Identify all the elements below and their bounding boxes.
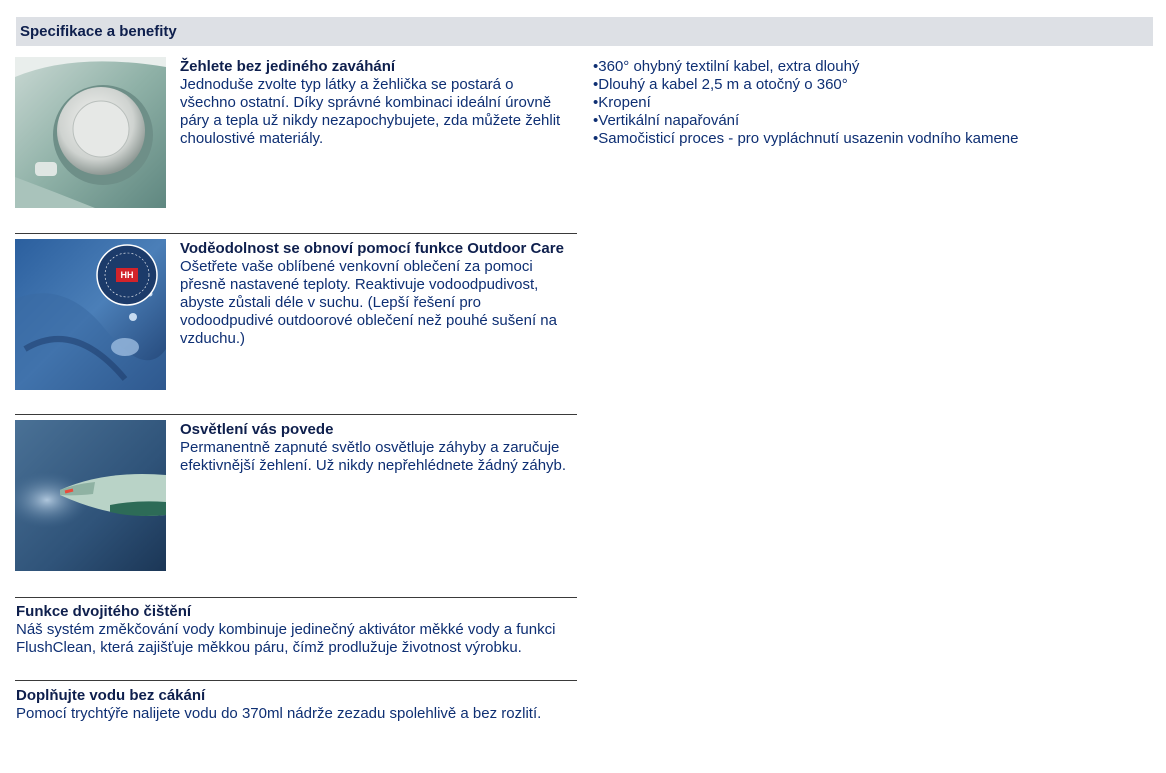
extra-body: Náš systém změkčování vody kombinuje jedinečný aktivátor měkké vody a funkci FlushClean, která zajišťuje měkkou páru, čímž prodlužuje životnost výrobku.: [16, 621, 556, 656]
spec-item: • 360° ohybný textilní kabel, extra dlouhý: [593, 58, 1133, 76]
extra-title: Funkce dvojitého čištění: [16, 603, 192, 620]
spec-item: • Kropení: [593, 94, 1133, 112]
feature-text: [180, 421, 570, 475]
feature-title: Voděodolnost se obnoví pomocí funkce Outdoor Care: [180, 240, 564, 257]
spec-list: [593, 58, 1133, 148]
feature-title: Osvětlení vás povede: [180, 421, 334, 438]
feature-text: [180, 240, 570, 348]
section-title: Specifikace a benefity: [20, 23, 177, 40]
feature-text: [180, 58, 570, 148]
divider: [15, 414, 577, 415]
spec-item: • Samočisticí proces - pro vypláchnutí usazenin vodního kamene: [593, 130, 1133, 148]
extra-title: Doplňujte vodu bez cákání: [16, 687, 206, 704]
extra-block-refill: [16, 687, 566, 723]
hh-badge-logo: HH: [120, 270, 134, 280]
feature-block-steam: [15, 57, 577, 209]
iron-dial-image: [15, 57, 166, 208]
feature-body: Ošetřete vaše oblíbené venkovní oblečení za pomoci přesně nastavené teploty. Reaktivuje vodoodpudivost, abyste zůstali déle v suchu. (Lepší řešení pro vodoodpudivé outdoorové oblečení než pouhé sušení na vzduchu.): [180, 258, 557, 347]
extra-body: Pomocí trychtýře nalijete vodu do 370ml nádrže zezadu spolehlivě a bez rozlití.: [16, 705, 542, 722]
spec-item: • Vertikální napařování: [593, 112, 1133, 130]
spec-item: • Dlouhý a kabel 2,5 m a otočný o 360°: [593, 76, 1133, 94]
divider: [15, 233, 577, 234]
iron-light-image: [15, 420, 166, 571]
outdoor-jacket-image: [15, 239, 166, 390]
section-header: [16, 17, 1153, 46]
feature-body: Permanentně zapnuté světlo osvětluje záhyby a zaručuje efektivnější žehlení. Už nikdy nepřehlédnete žádný záhyb.: [180, 439, 567, 474]
divider: [15, 680, 577, 681]
feature-block-outdoor-care: [15, 239, 577, 391]
extra-block-double-clean: [16, 603, 566, 657]
divider: [15, 597, 577, 598]
feature-title: Žehlete bez jediného zaváhání: [180, 58, 396, 75]
feature-body: Jednoduše zvolte typ látky a žehlička se postará o všechno ostatní. Díky správné kombinaci ideální úrovně páry a tepla už nikdy nezapochybujete, zda můžete žehlit choulostivé materiály.: [180, 76, 561, 147]
feature-block-light: [15, 420, 577, 572]
